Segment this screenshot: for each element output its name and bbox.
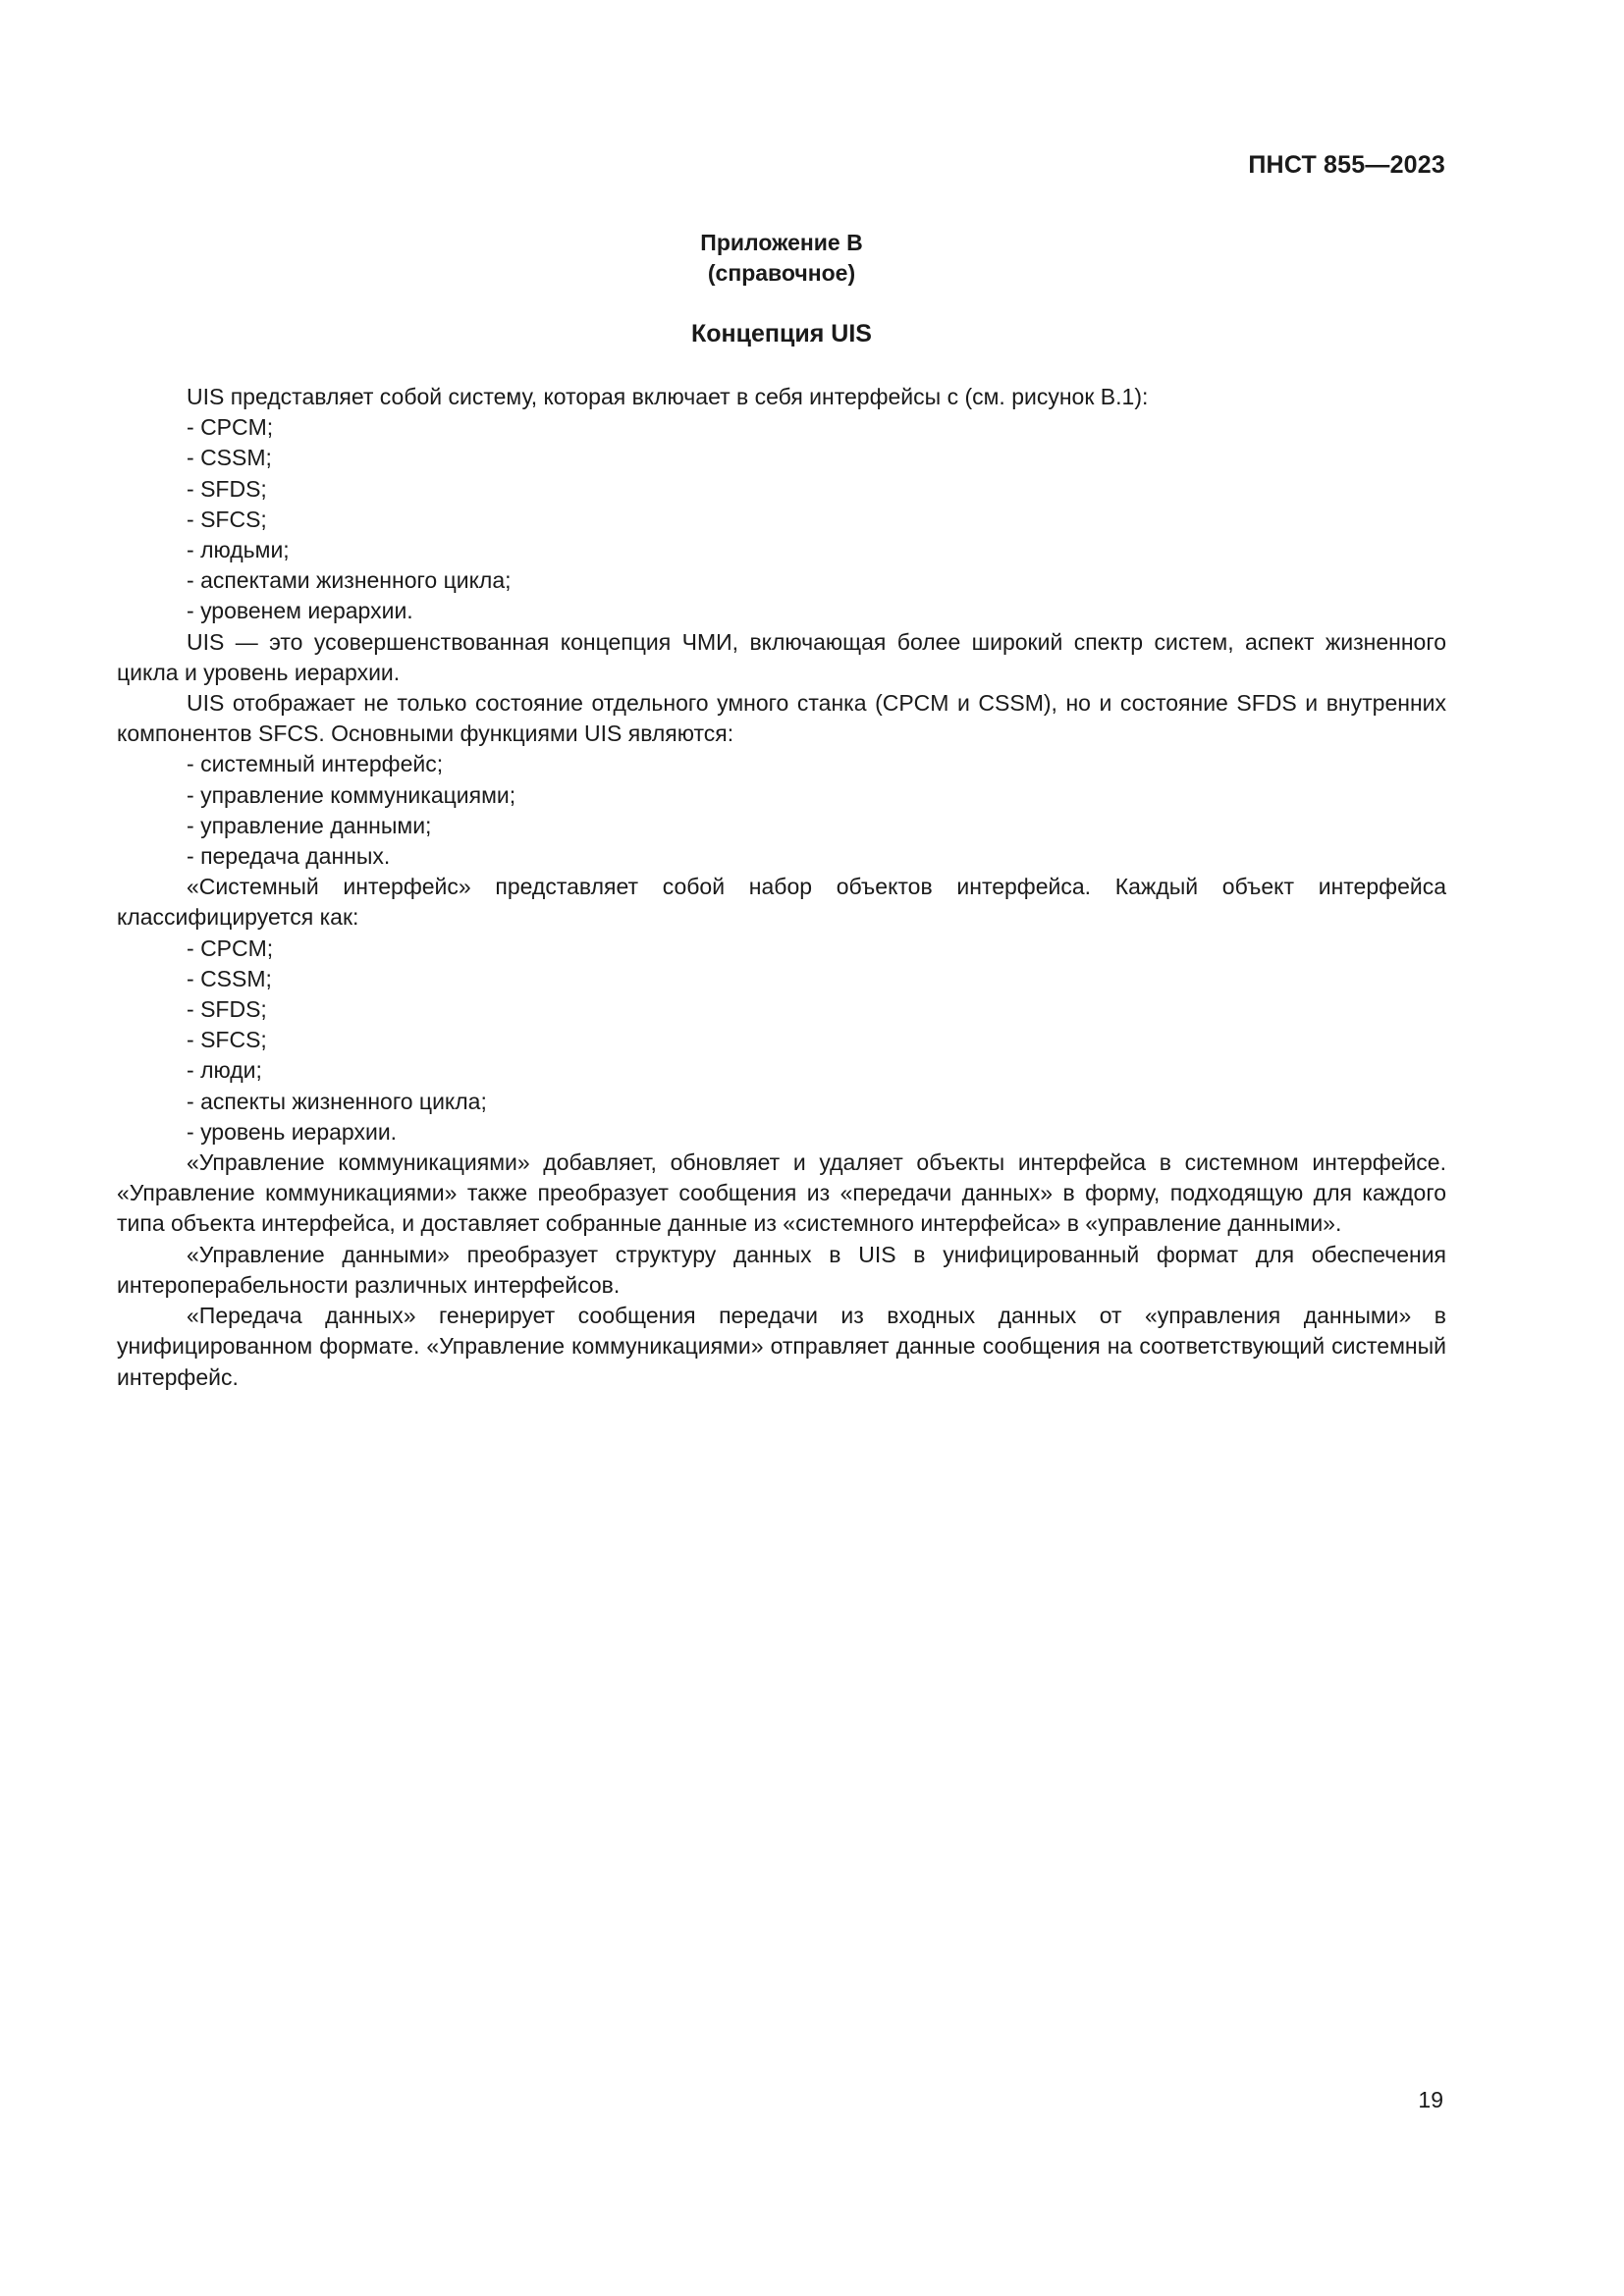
- list-item: - люди;: [187, 1055, 1446, 1086]
- page-number: 19: [1418, 2087, 1443, 2112]
- list-item: - SFDS;: [187, 994, 1446, 1025]
- document-code: ПНСТ 855—2023: [1248, 151, 1445, 179]
- list-item: - людьми;: [187, 535, 1446, 565]
- body-text: [117, 382, 1446, 1393]
- list-item: - управление данными;: [187, 811, 1446, 841]
- appendix-title: Приложение В: [700, 230, 863, 255]
- functions-list: [117, 749, 1446, 872]
- paragraph: «Системный интерфейс» представляет собой набор объектов интерфейса. Каждый объект интерфейса классифицируется как:: [117, 874, 1446, 931]
- paragraph: «Передача данных» генерирует сообщения передачи из входных данных от «управления данными» в унифицированном формате. «Управление коммуникациями» отправляет данные сообщения на соответствующий системный интерфейс.: [117, 1303, 1446, 1390]
- list-item: - аспекты жизненного цикла;: [187, 1087, 1446, 1117]
- paragraph: UIS отображает не только состояние отдельного умного станка (CPCM и CSSM), но и состояние SFDS и внутренних компонентов SFCS. Основными функциями UIS являются:: [117, 690, 1446, 747]
- list-item: - CPCM;: [187, 412, 1446, 443]
- appendix-subtitle: (справочное): [707, 260, 856, 286]
- paragraph: UIS представляет собой систему, которая включает в себя интерфейсы с (см. рисунок В.1):: [187, 384, 1149, 409]
- paragraph: «Управление коммуникациями» добавляет, обновляет и удаляет объекты интерфейса в системном интерфейсе. «Управление коммуникациями» также преобразует сообщения из «передачи данных» в форму, подходящую для каждого типа объекта интерфейса, и доставляет собранные данные из «системного интерфейса» в «управление данными».: [117, 1149, 1446, 1237]
- list-item: - CPCM;: [187, 934, 1446, 964]
- list-item: - SFCS;: [187, 1025, 1446, 1055]
- list-item: - уровенем иерархии.: [187, 596, 1446, 626]
- interface-list: [117, 412, 1446, 626]
- list-item: - SFCS;: [187, 505, 1446, 535]
- list-item: - управление коммуникациями;: [187, 780, 1446, 811]
- list-item: - системный интерфейс;: [187, 749, 1446, 779]
- list-item: - CSSM;: [187, 443, 1446, 473]
- classification-list: [117, 934, 1446, 1148]
- section-title: Концепция UIS: [691, 320, 872, 347]
- paragraph: UIS — это усовершенствованная концепция ЧМИ, включающая более широкий спектр систем, аспект жизненного цикла и уровень иерархии.: [117, 628, 1446, 685]
- list-item: - SFDS;: [187, 474, 1446, 505]
- list-item: - передача данных.: [187, 841, 1446, 872]
- paragraph: «Управление данными» преобразует структуру данных в UIS в унифицированный формат для обеспечения интероперабельности различных интерфейсов.: [117, 1241, 1446, 1298]
- list-item: - уровень иерархии.: [187, 1117, 1446, 1148]
- appendix-heading: [0, 228, 1563, 289]
- list-item: - CSSM;: [187, 964, 1446, 994]
- list-item: - аспектами жизненного цикла;: [187, 565, 1446, 596]
